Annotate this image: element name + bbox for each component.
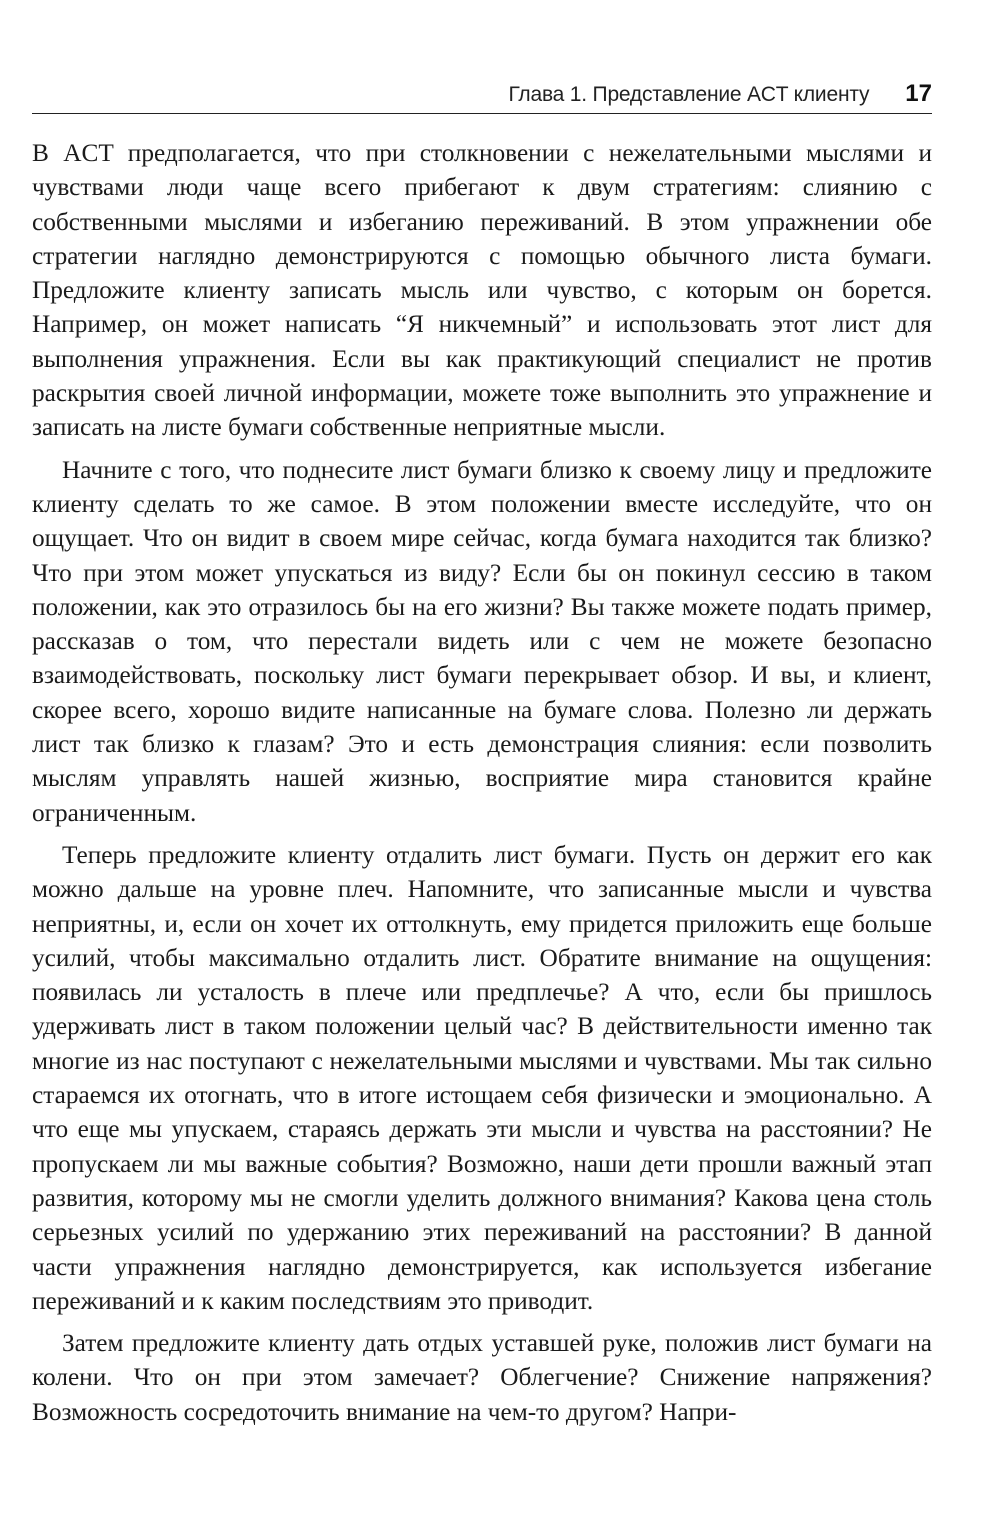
body-text: [32, 136, 932, 1429]
book-page: [32, 80, 932, 1437]
paragraph: В ACT предполагается, что при столкновении с нежелательными мыслями и чувствами люди чаще всего прибегают к двум стратегиям: слиянию с собственными мыслями и избеганию переживаний. В этом упражнении обе стратегии наглядно демонстрируются с помощью обычного листа бумаги. Предложите клиенту записать мысль или чувство, с которым он борется. Например, он может написать “Я никчемный” и использовать этот лист для выполнения упражнения. Если вы как практикующий специалист не против раскрытия своей личной информации, можете тоже выполнить это упражнение и записать на листе бумаги собственные неприятные мысли.: [32, 139, 932, 442]
page-number: 17: [905, 80, 932, 107]
running-header: [32, 80, 932, 114]
paragraph: Теперь предложите клиенту отдалить лист бумаги. Пусть он держит его как можно дальше на уровне плеч. Напомните, что записанные мысли и чувства неприятны, и, если он хочет их оттолкнуть, ему придется приложить еще больше усилий, чтобы максимально отдалить лист. Обратите внимание на ощущения: появилась ли усталость в плече или предплечье? А что, если бы пришлось удерживать лист в таком положении целый час? В действительности именно так многие из нас поступают с нежелательными мыслями и чувствами. Мы так сильно стараемся их отогнать, что в итоге истощаем себя физически и эмоционально. А что еще мы упускаем, стараясь держать эти мысли и чувства на расстоянии? Не пропускаем ли мы важные события? Возможно, наши дети прошли важный этап развития, которому мы не смогли уделить должного внимания? Какова цена столь серьезных усилий по удержанию этих переживаний на расстоянии? В данной части упражнения наглядно демонстрируется, как используется избегание переживаний и к каким последствиям это приводит.: [32, 840, 932, 1315]
chapter-title: Глава 1. Представление ACT клиенту: [508, 83, 870, 106]
paragraph: Начните с того, что поднесите лист бумаги близко к своему лицу и предложите клиенту сделать то же самое. В этом положении вместе исследуйте, что он ощущает. Что он видит в своем мире сейчас, когда бумага находится так близко? Что при этом может упускаться из виду? Если бы он покинул сессию в таком положении, как это отразилось бы на его жизни? Вы также можете подать пример, рассказав о том, что перестали видеть или с чем не можете безопасно взаимодействовать, поскольку лист бумаги перекрывает обзор. И вы, и клиент, скорее всего, хорошо видите написанные на бумаге слова. Полезно ли держать лист так близко к глазам? Это и есть демонстрация слияния: если позволить мыслям управлять нашей жизнью, восприятие мира становится крайне ограниченным.: [32, 455, 932, 827]
paragraph: Затем предложите клиенту дать отдых уставшей руке, положив лист бумаги на колени. Что он при этом замечает? Облегчение? Снижение напряжения? Возможность сосредоточить внимание на чем-то другом? Напри-: [32, 1329, 932, 1426]
